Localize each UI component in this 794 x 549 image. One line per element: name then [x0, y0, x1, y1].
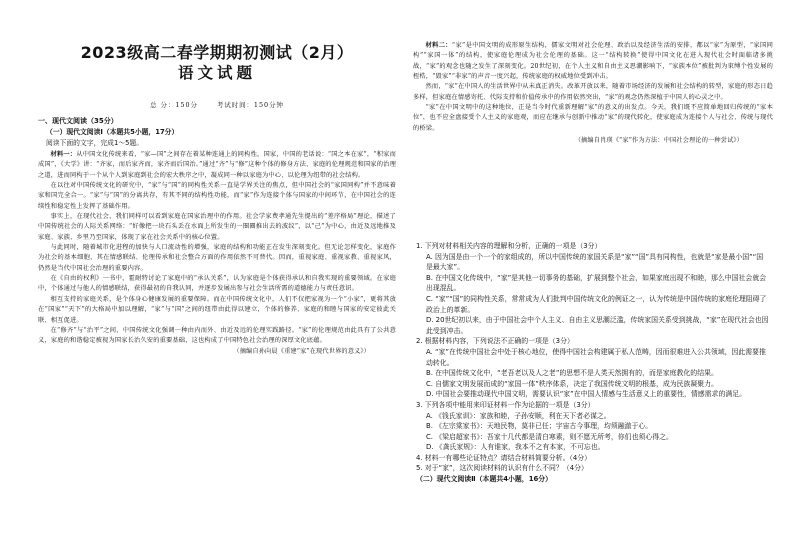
question-2-option-a[interactable]: A. “家”在传统中国社会中处于核心地位，使得中国社会构建属于私人范畴，因而很难进入公共领域，因此需要推动转化。 — [426, 347, 766, 367]
total-score: 总 分：150分 — [150, 101, 198, 109]
question-3-option-b[interactable]: B. 《左宗棠家书》：天地民物，莫非已任；宇宙古今事理，均须融澈于心。 — [426, 422, 653, 431]
question-3-option-c[interactable]: C. 《梁启超家书》：吾家十几代都是清白寒素，则不愿无所考，你们也须心得之。 — [426, 432, 673, 441]
question-4: 4. 材料一有哪些论证特点？请结合材料简要分析。（4分） — [416, 453, 592, 462]
material-1-label: 材料一： — [50, 151, 77, 158]
exam-title: 2023级高二春学期期初测试（2月） — [80, 43, 354, 62]
exam-subtitle: 语文试题 — [177, 64, 256, 82]
material-2-paragraph: 然而，“家”在中国人的生活世界中从未真正消失。改革开放以来，随着市场经济的发展和社会结构的转型，家庭的形态日趋多样，但家庭在情感寄托、代际支持和价值传承中的作用依然突出，“家”的观念仍然深植于中国人的心灵之中。 — [413, 83, 773, 101]
question-1-option-a[interactable]: A. 因为国是由一个一个的家组成的，所以中国传统的家国关系是“家”“国”具有同构性，也就是“家是最小国”“国是最大家”。 — [426, 252, 764, 272]
section-1-heading: 一、现代文阅读（35分） — [38, 117, 118, 125]
question-1-option-d[interactable]: D. 20世纪初以来，由于中国社会中个人主义、自由主义思潮泛滥，传统家国关系受到挑战，“家”在现代社会也因此受到冲击。 — [426, 316, 769, 335]
question-2-option-b[interactable]: B. 在中国传统文化中，“老吾老以及人之老”的思想不是人类天然拥有的，而是家庭教化的结果。 — [426, 369, 718, 378]
material-2-source: （摘编自肖瑛《“家”作为方法：中国社会理论的一种尝试》） — [574, 137, 743, 145]
material-1-paragraph: 材料一：从中国文化传统来看，“家—国”之间存在着某种连通上的同构性，国家，中国的老话说：“国之本在家”，“积家而成国”，《大学》讲：“齐家，而后家齐而，家齐而后国治。”通过“齐”与“修”这种个体的修身方法、家庭的伦理规范和国家的治理之道，进而同构于一个从个人到家庭到社会的宏大秩序之中，凝成同一种以家庭为中心、以伦理为纽带的社会结构。 — [38, 151, 396, 179]
section-1-instruction: 阅读下面的文字，完成1～5题。 — [46, 139, 144, 147]
material-1-paragraph: 事实上，在现代社会，我们同样可以看到家庭在国家治理中的作用。社会学家费孝通先生提出的“差序格局”理论，描述了中国传统社会的人际关系网络：“好像把一块石头丢在水面上所发生的一圈圈推出去的波纹”，以“己”为中心，由近及远地推及家庭、家族、乡里乃至国家，体现了家在社会关系中的核心位置。 — [38, 213, 396, 241]
material-2 — [413, 41, 773, 146]
question-1-option-b[interactable]: B. 在中国文化传统中，“家”是其他一切事务的基础，扩展到整个社会，如果家庭出现不和睦，那么中国社会就会出现混乱。 — [426, 273, 767, 293]
question-2-option-d[interactable]: D. 中国社会要推动现代中国文明，需要认识“家”在中国人情感与生活意义上的重要性，情感需求的满足。 — [426, 390, 747, 399]
material-1-paragraph: 在《自由的权利》一书中，霍耐特讨论了家庭中的“承认关系”，认为家庭是个体获得承认和自我实现的重要领域。在家庭中，个体通过与他人的情感联结，获得最初的自我认同，并逐步发展出参与社会生活所需的道德能力与责任意识。 — [38, 275, 396, 293]
questions — [416, 241, 773, 485]
material-2-label: 材料二： — [425, 42, 452, 49]
question-3-option-a[interactable]: A. 《钱氏家训》：家族和睦，子孙安顺，利在天下者必谋之。 — [426, 411, 611, 420]
question-3-option-d[interactable]: D. 《龚氏家规》：人有谁家，我本不之有本家，不可忘也。 — [426, 443, 605, 452]
section-1-subheading: （一）现代文阅读Ⅰ（本题共5小题，17分） — [46, 128, 179, 136]
question-1-option-c[interactable]: C. “家”“国”的同构性关系，常常成为人们批判中国传统文化的例证之一，认为传统是中国传统的家庭伦理阻碍了政治上的革新。 — [426, 294, 767, 314]
question-2-option-c[interactable]: C. 自儒家文明发展而成的“家国一体”秩序体系，决定了我国传统文明的根基，成为民族凝聚力。 — [426, 379, 718, 388]
material-2-paragraph: “家”在中国文明中的这种地位，正是当今时代重新理解“家”的意义的出发点。今天，我们既不应简单地回归传统的“家本位”，也不应全盘接受个人主义的家庭观，而应在继承与创新中推动“家”的现代转化，使家庭成为连接个人与社会、传统与现代的桥梁。 — [413, 104, 773, 132]
question-1-stem: 1. 下列对材料相关内容的理解和分析，正确的一项是（3分） — [416, 242, 602, 250]
material-1-paragraph: 相互支持的家庭关系，是个体身心健康发展的重要保障。而在中国传统文化中，人们不仅把家视为一个“小家”，更将其放在“国家”“天下”的大格局中加以理解，“家”与“国”之间的纽带由此得以建立，个体的修养、家庭的和睦与国家的安定彼此关联、相互促进。 — [38, 295, 396, 324]
exam-time: 考试时间：150分钟 — [216, 101, 284, 109]
material-1-source: （摘编自孙向晨《重建“家”在现代世界的意义》） — [233, 347, 370, 355]
material-1-paragraph: 与此同时，随着城市化进程的加快与人口流动性的增强，家庭的结构和功能正在发生深刻变化。但无论怎样变化，家庭作为社会的基本细胞，其在情感联结、伦理传承和社会整合方面的作用依然不可替代。因而，重视家庭、重视家教、重视家风，仍然是当代中国社会治理的重要内容。 — [38, 244, 396, 272]
question-2-stem: 2. 根据材料内容，下列说法不正确的一项是（3分） — [416, 337, 574, 346]
material-2-paragraph: 材料二：“家”是中国文明的成形原生结构，儒家文明对社会伦理、政治以及经济生活的安排，都以“家”为原型，“家国同构”“家国一体”的结构，使家庭伦理成为社会伦理的基础。这一“结构转换”使得中国文化在进入现代社会时面临诸多挑战，“家”的观念也随之发生了深刻变化。20世纪初，在个人主义和自由主义思潮影响下，“家族本位”被批判为束缚个性发展的桎梏，“毁家”“非家”的声音一度兴起，传统家庭的权威地位受到冲击。 — [413, 42, 773, 81]
exam-meta — [38, 101, 396, 109]
material-1 — [38, 150, 396, 357]
question-3-stem: 3. 下列各项中能用来印证材料一作为论据的一项是（3分） — [416, 400, 595, 409]
question-5: 5. 对于“家”，这次阅读材料的认识有什么不同？（4分） — [416, 464, 588, 473]
material-1-paragraph: 在以往对中国传统文化的研究中，“家”与“国”的同构性关系一直是学界关注的焦点，但中国社会的“家国同构”并不意味着家和国完全合一。“家”与“国”的分离共存，有其不同的结构性功能，而“家”作为连接个体与国家的中间环节，在中国社会的连续性和稳定性上发挥了基础作用。 — [38, 182, 396, 210]
material-1-paragraph: 在“修齐”与“治平”之间，中国传统文化强调一种由内而外、由近及远的伦理实践路径。“家”的伦理规范由此具有了公共意义，家庭的和谐稳定被视为国家长治久安的重要基础，这也构成了中国特色社会治理的深厚文化底蕴。 — [38, 326, 396, 345]
section-2-heading: （二）现代文阅读Ⅱ（本题共4小题，16分） — [416, 475, 553, 484]
